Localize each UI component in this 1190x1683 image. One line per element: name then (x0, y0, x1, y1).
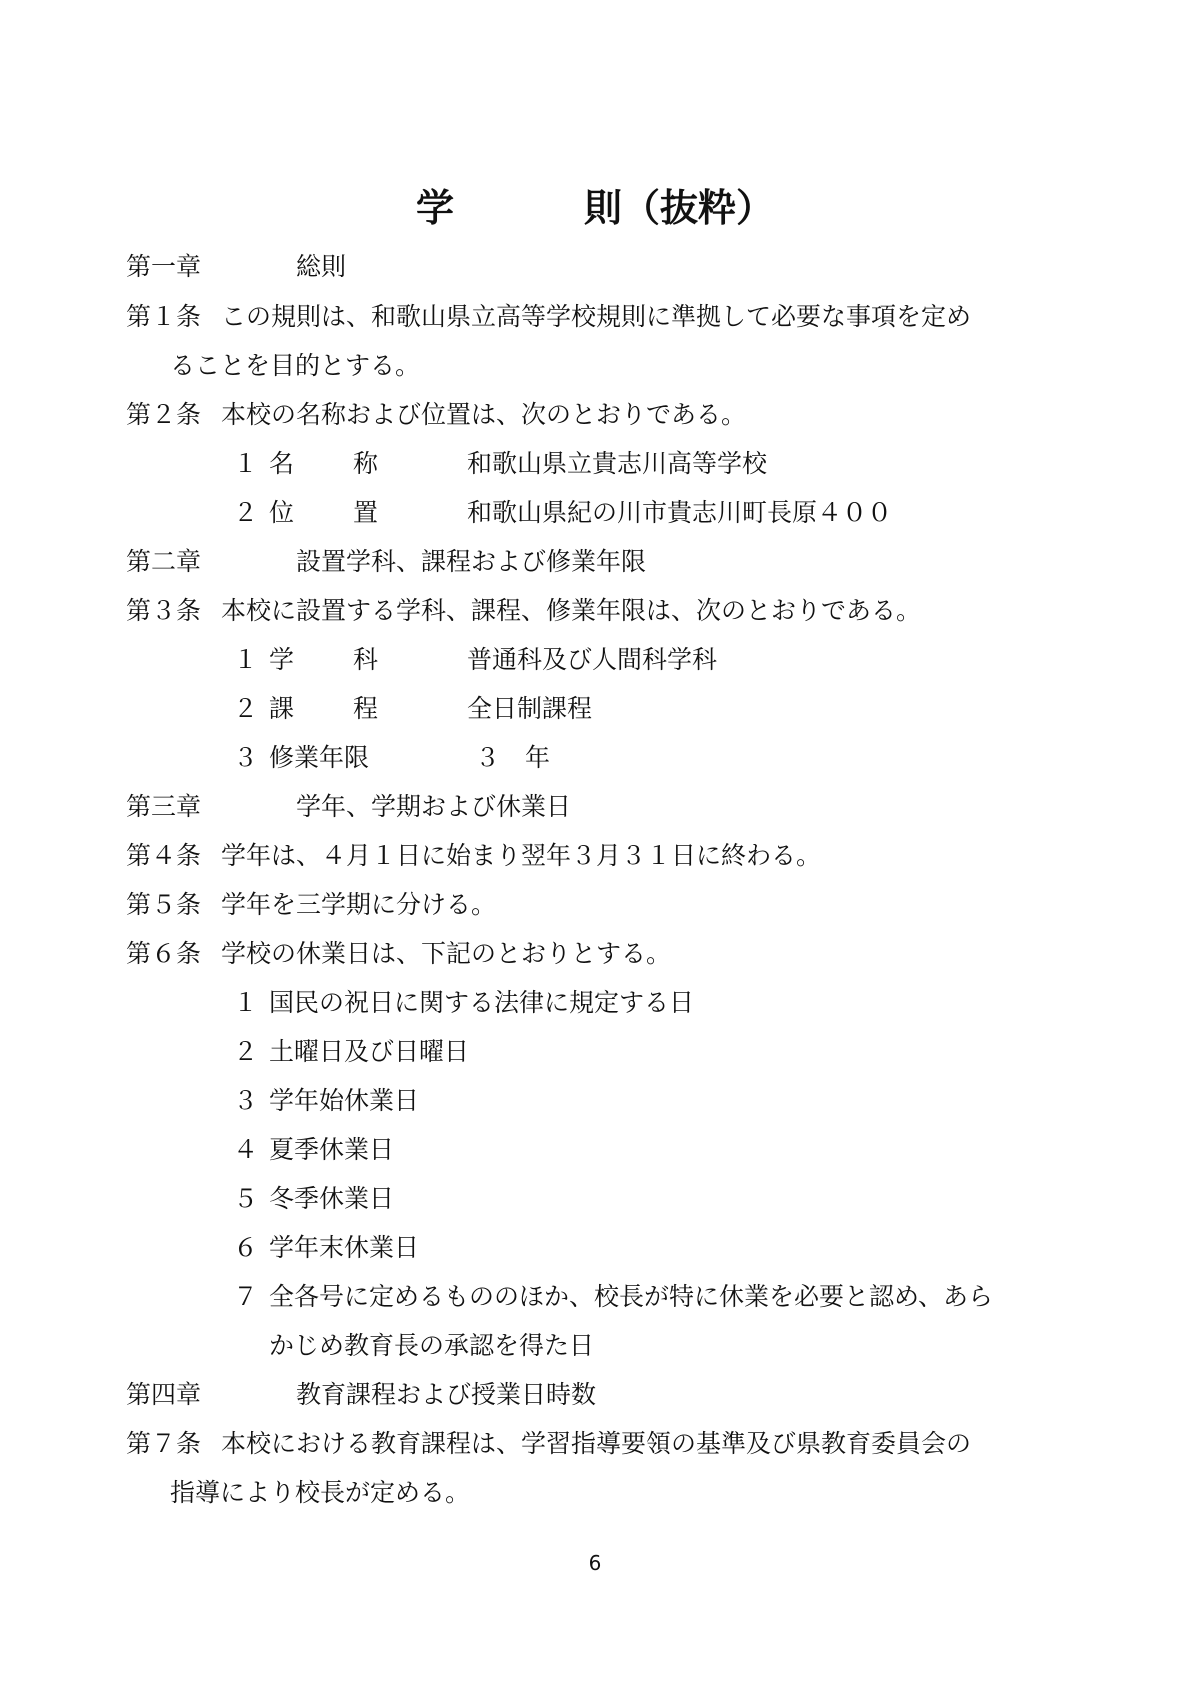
item-key: 課 程 (269, 694, 379, 723)
chapter-2-heading (126, 545, 646, 579)
title-left: 学 (415, 186, 454, 230)
item-text: 学年末休業日 (269, 1233, 420, 1262)
article-4 (126, 839, 821, 873)
page-number: 6 (588, 1551, 602, 1575)
chapter-label: 第四章 (126, 1380, 202, 1409)
chapter-title: 設置学科、課程および修業年限 (296, 547, 647, 576)
article-label: 第５条 (126, 890, 202, 919)
article-text: 学年を三学期に分ける。 (221, 890, 497, 919)
item-number: ５ (233, 1184, 259, 1213)
item-number: ２ (233, 694, 259, 723)
item-number: ６ (233, 1233, 259, 1262)
item-number: ４ (233, 1135, 259, 1164)
article-3 (126, 594, 921, 628)
article-6 (126, 937, 671, 971)
item-number: ３ (233, 1086, 259, 1115)
item-text: 全各号に定めるもののほか、校長が特に休業を必要と認め、あら (269, 1282, 994, 1311)
list-item (233, 1133, 394, 1167)
chapter-3-heading (126, 790, 571, 824)
list-item (233, 496, 892, 530)
article-text: 本校における教育課程は、学習指導要領の基準及び県教育委員会の (221, 1429, 972, 1458)
item-text: 国民の祝日に関する法律に規定する日 (269, 988, 695, 1017)
list-item (233, 1035, 469, 1069)
article-label: 第２条 (126, 400, 202, 429)
article-label: 第３条 (126, 596, 202, 625)
title-right: 則（抜粋） (584, 186, 775, 230)
list-item (233, 447, 767, 481)
item-number: ２ (233, 1037, 259, 1066)
page-title (0, 178, 1190, 238)
article-label: 第６条 (126, 939, 202, 968)
chapter-label: 第二章 (126, 547, 202, 576)
list-item (233, 692, 592, 726)
chapter-1-heading (126, 250, 346, 284)
list-item (233, 1182, 394, 1216)
article-1-continuation: ることを目的とする。 (170, 351, 421, 380)
chapter-title: 総則 (296, 252, 347, 281)
article-text: 本校の名称および位置は、次のとおりである。 (221, 400, 747, 429)
article-text: 学校の休業日は、下記のとおりとする。 (221, 939, 672, 968)
item-value: 全日制課程 (467, 694, 593, 723)
chapter-title: 学年、学期および休業日 (296, 792, 572, 821)
article-text: この規則は、和歌山県立高等学校規則に準拠して必要な事項を定め (221, 302, 972, 331)
item-text: 学年始休業日 (269, 1086, 420, 1115)
item-key: 名 称 (269, 449, 379, 478)
item-number: ３ (233, 743, 259, 772)
article-5 (126, 888, 496, 922)
article-label: 第１条 (126, 302, 202, 331)
article-7 (126, 1427, 971, 1461)
list-item (233, 986, 694, 1020)
item-number: ２ (233, 498, 259, 527)
item-value: 普通科及び人間科学科 (467, 645, 718, 674)
article-text: 学年は、４月１日に始まり翌年３月３１日に終わる。 (221, 841, 822, 870)
item-value: ３ 年 (475, 743, 551, 772)
list-item (233, 741, 550, 775)
list-item (233, 1084, 419, 1118)
article-label: 第４条 (126, 841, 202, 870)
list-item (233, 643, 717, 677)
item-text: 土曜日及び日曜日 (269, 1037, 470, 1066)
item-number: １ (233, 645, 259, 674)
chapter-title: 教育課程および授業日時数 (296, 1380, 597, 1409)
item-key: 修業年限 (269, 743, 370, 772)
item-key: 位 置 (269, 498, 379, 527)
article-2 (126, 398, 746, 432)
item-text: 冬季休業日 (269, 1184, 395, 1213)
item-key: 学 科 (269, 645, 379, 674)
item-number: １ (233, 449, 259, 478)
article-7-continuation: 指導により校長が定める。 (170, 1478, 471, 1507)
item-number: ７ (233, 1282, 259, 1311)
chapter-label: 第一章 (126, 252, 202, 281)
article-1 (126, 300, 971, 334)
article-text: 本校に設置する学科、課程、修業年限は、次のとおりである。 (221, 596, 922, 625)
article-label: 第７条 (126, 1429, 202, 1458)
list-item-continuation: かじめ教育長の承認を得た日 (269, 1331, 595, 1360)
list-item (233, 1231, 419, 1265)
list-item (233, 1280, 993, 1314)
item-value: 和歌山県紀の川市貴志川町長原４００ (467, 498, 893, 527)
item-value: 和歌山県立貴志川高等学校 (467, 449, 768, 478)
item-text: 夏季休業日 (269, 1135, 395, 1164)
chapter-label: 第三章 (126, 792, 202, 821)
item-number: １ (233, 988, 259, 1017)
chapter-4-heading (126, 1378, 596, 1412)
